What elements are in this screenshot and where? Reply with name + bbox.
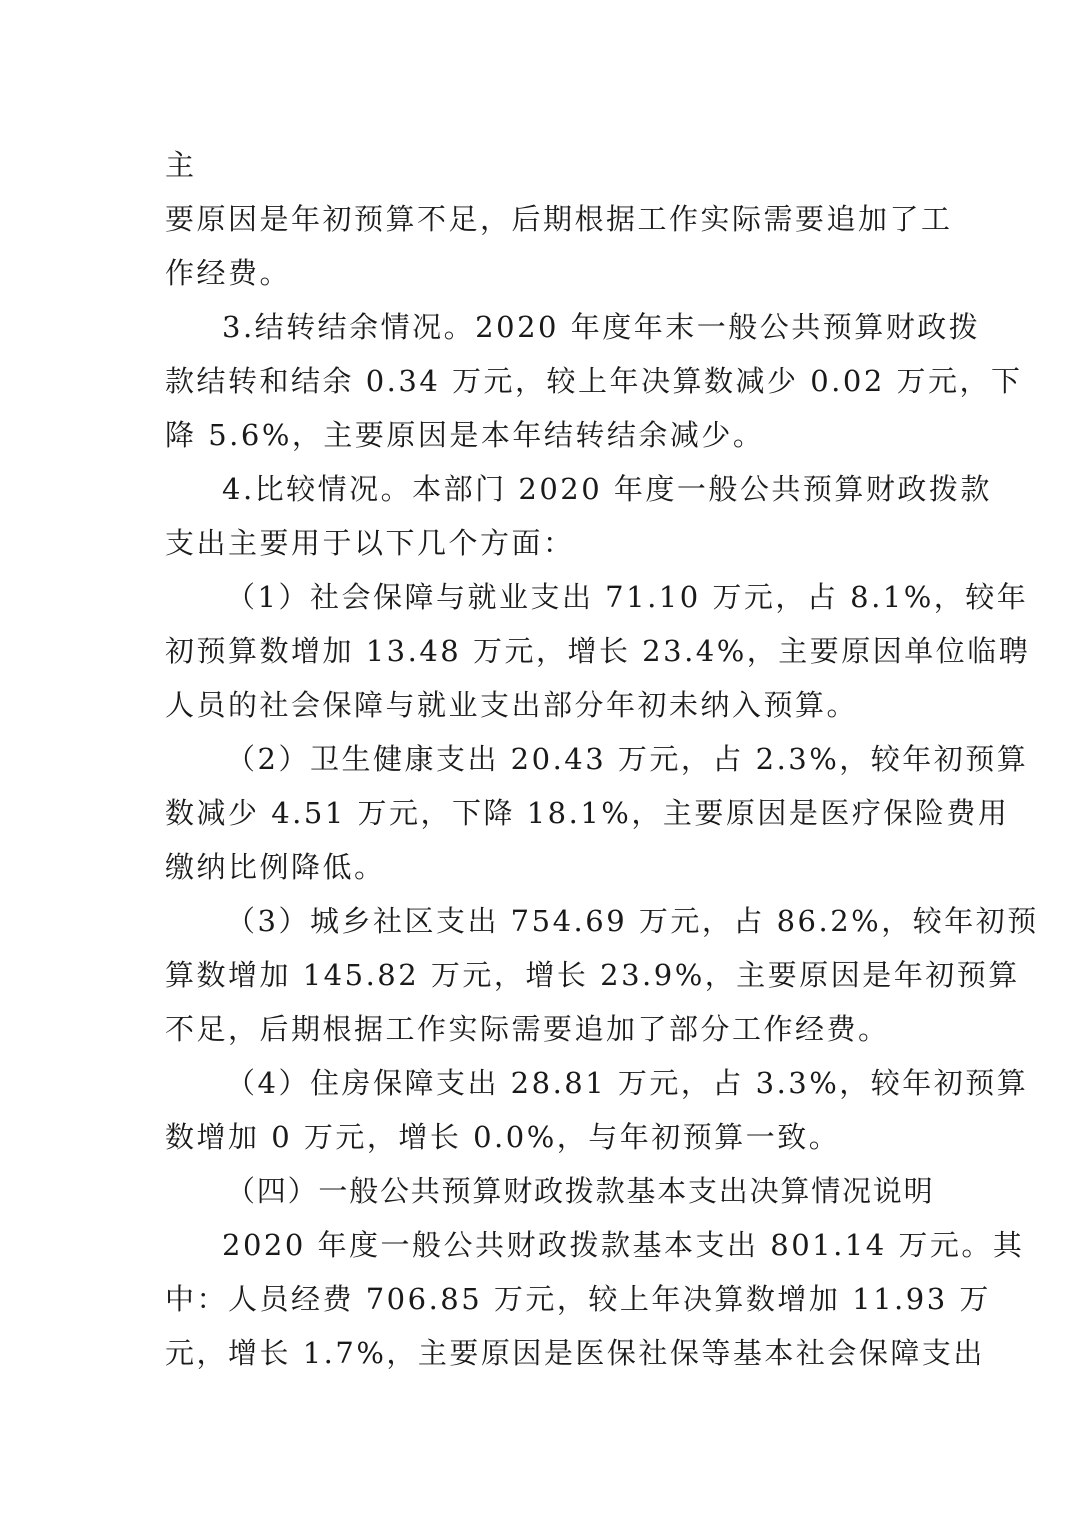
text-line: （3）城乡社区支出 754.69 万元，占 86.2%，较年初预 [226, 904, 1039, 938]
text-line: 作经费。 [165, 256, 292, 290]
text-line: 缴纳比例降低。 [165, 850, 386, 884]
text-line: 4.比较情况。本部门 2020 年度一般公共预算财政拨款 [222, 472, 992, 506]
text-line: 不足，后期根据工作实际需要追加了部分工作经费。 [165, 1012, 890, 1046]
text-line: 降 5.6%，主要原因是本年结转结余减少。 [165, 418, 765, 452]
text-line: 初预算数增加 13.48 万元，增长 23.4%，主要原因单位临聘 [165, 634, 1031, 668]
text-line: （4）住房保障支出 28.81 万元，占 3.3%，较年初预算 [226, 1066, 1029, 1100]
text-line: 2020 年度一般公共财政拨款基本支出 801.14 万元。其 [222, 1228, 1025, 1262]
text-line: 支出主要用于以下几个方面： [165, 526, 575, 560]
text-line: 主 [165, 148, 197, 182]
text-line: 中：人员经费 706.85 万元，较上年决算数增加 11.93 万 [165, 1282, 991, 1316]
text-line: （2）卫生健康支出 20.43 万元，占 2.3%，较年初预算 [226, 742, 1029, 776]
text-line: 数减少 4.51 万元，下降 18.1%，主要原因是医疗保险费用 [165, 796, 1010, 830]
text-line: 款结转和结余 0.34 万元，较上年决算数减少 0.02 万元，下 [165, 364, 1023, 398]
text-line: （1）社会保障与就业支出 71.10 万元，占 8.1%，较年 [226, 580, 1029, 614]
text-line: 算数增加 145.82 万元，增长 23.9%，主要原因是年初预算 [165, 958, 1020, 992]
text-line: 元，增长 1.7%，主要原因是医保社保等基本社会保障支出 [165, 1336, 985, 1370]
section-heading: （四）一般公共预算财政拨款基本支出决算情况说明 [226, 1174, 935, 1208]
text-line: 人员的社会保障与就业支出部分年初未纳入预算。 [165, 688, 859, 722]
text-line: 要原因是年初预算不足，后期根据工作实际需要追加了工 [165, 202, 953, 236]
text-line: 数增加 0 万元，增长 0.0%，与年初预算一致。 [165, 1120, 841, 1154]
text-line: 3.结转结余情况。2020 年度年末一般公共预算财政拨 [222, 310, 981, 344]
